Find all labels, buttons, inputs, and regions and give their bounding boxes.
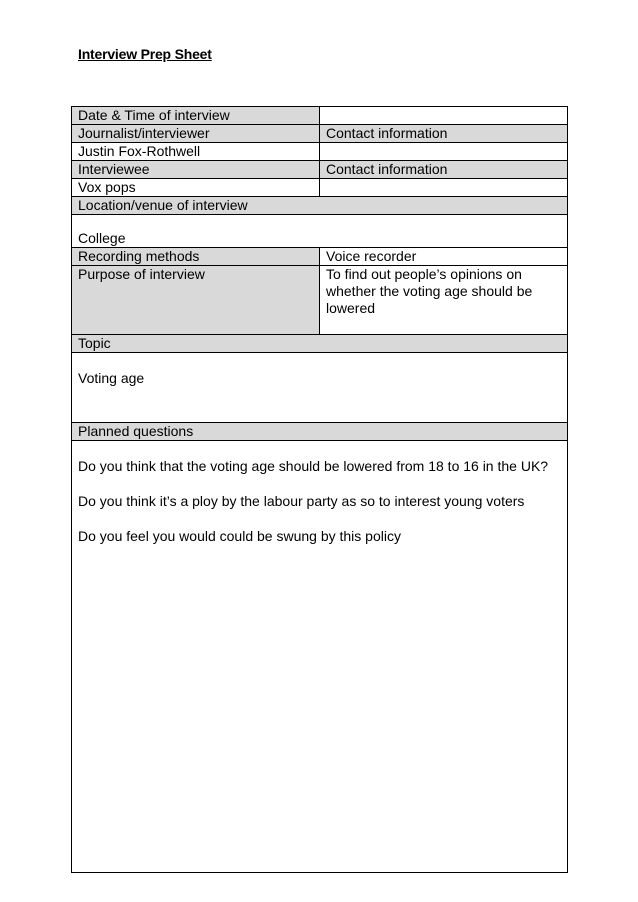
row-purpose [72,266,568,335]
purpose-value[interactable]: To find out people’s opinions on whether the voting age should be lowered [320,266,568,335]
recording-label: Recording methods [72,248,320,266]
date-time-value[interactable] [320,107,568,125]
location-value[interactable]: College [72,215,568,248]
topic-label: Topic [72,335,568,353]
question-item: Do you feel you would could be swung by this policy [78,528,401,544]
row-location-value [72,215,568,248]
row-topic-value [72,353,568,423]
row-journalist-value [72,143,568,161]
recording-value[interactable]: Voice recorder [320,248,568,266]
row-questions-label [72,423,568,441]
journalist-contact-value[interactable] [320,143,568,161]
row-date-time [72,107,568,125]
interviewee-contact-value[interactable] [320,179,568,197]
interviewee-contact-label: Contact information [320,161,568,179]
row-topic-label [72,335,568,353]
location-label: Location/venue of interview [72,197,568,215]
interviewee-name[interactable]: Vox pops [72,179,320,197]
interviewee-label: Interviewee [72,161,320,179]
row-recording [72,248,568,266]
row-interviewee-value [72,179,568,197]
document-title: Interview Prep Sheet [78,46,212,62]
planned-questions-label: Planned questions [72,423,568,441]
row-location-label [72,197,568,215]
purpose-label: Purpose of interview [72,266,320,335]
journalist-label: Journalist/interviewer [72,125,320,143]
row-questions [72,441,568,873]
row-journalist [72,125,568,143]
row-interviewee [72,161,568,179]
date-time-label: Date & Time of interview [72,107,320,125]
question-item: Do you think it’s a ploy by the labour party as so to interest young voters [78,493,525,509]
journalist-name[interactable]: Justin Fox-Rothwell [72,143,320,161]
planned-questions-area[interactable] [72,441,568,873]
interview-prep-table [71,106,568,873]
journalist-contact-label: Contact information [320,125,568,143]
question-item: Do you think that the voting age should be lowered from 18 to 16 in the UK? [78,458,549,474]
topic-value[interactable]: Voting age [72,353,568,423]
